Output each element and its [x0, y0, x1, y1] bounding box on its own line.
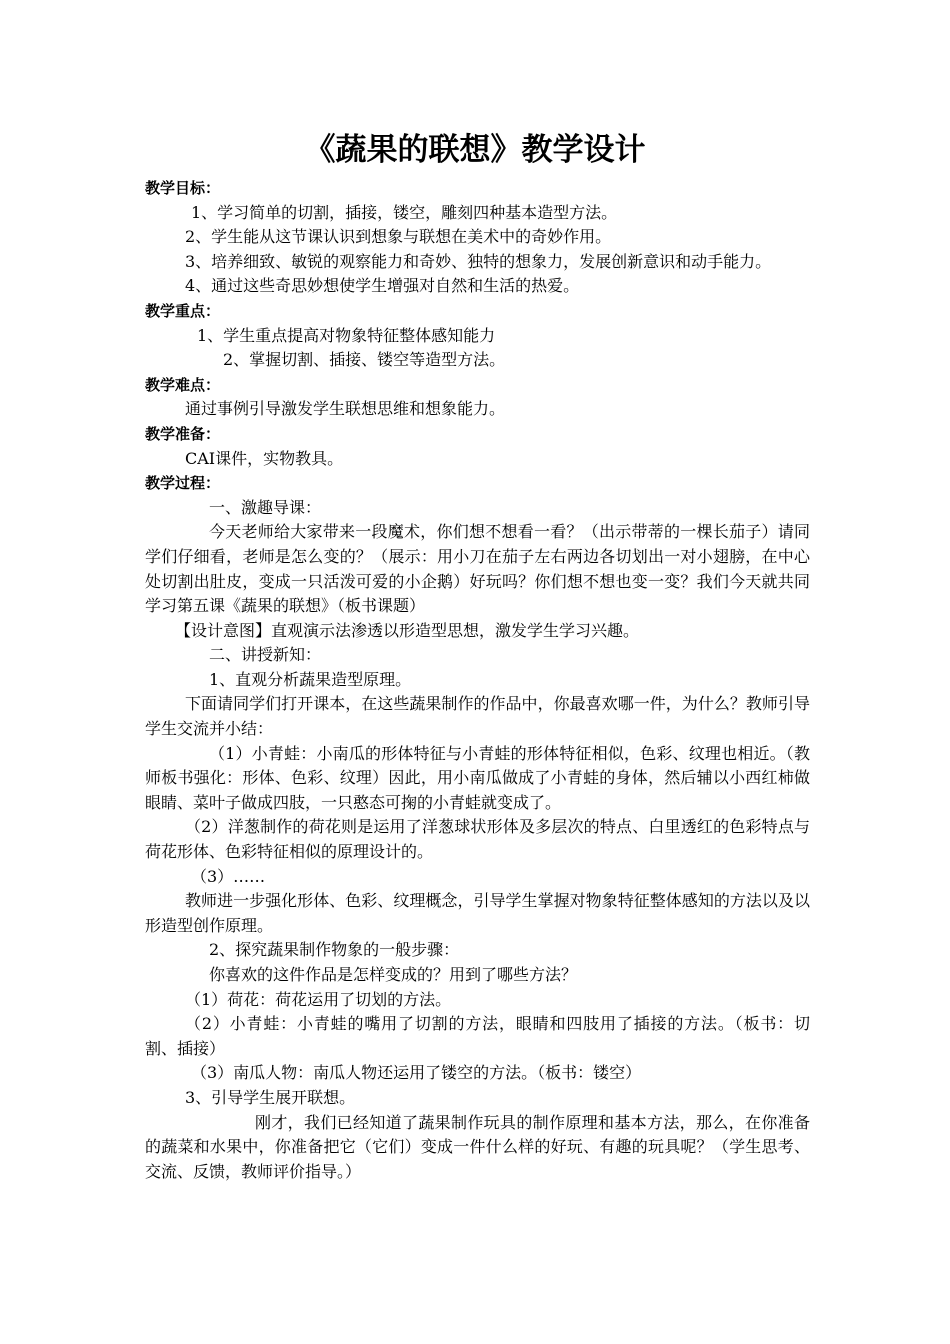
design-intent: 【设计意图】直观演示法渗透以形造型思想，激发学生学习兴趣。 — [175, 620, 640, 640]
step-paragraph: 刚才，我们已经知道了蔬果制作玩具的制作原理和基本方法，那么，在你准备的蔬菜和水果中，你准备把它（它们）变成一件什么样的好玩、有趣的玩具呢？（学生思考、交流、反馈，教师评价指导。） — [145, 1112, 810, 1181]
section-paragraph: 今天老师给大家带来一段魔术，你们想不想看一看？（出示带蒂的一棵长茄子）请同学们仔细看，老师是怎么变的？（展示：用小刀在茄子左右两边各切划出一对小翅膀，在中心处切割出肚皮，变成一只活泼可爱的小企鹅）好玩吗？你们想不想也变一变？我们今天就共同学习第五课《蔬果的联想》（板书课题） — [145, 522, 810, 616]
document-body — [145, 176, 810, 1184]
key-points-heading: 教学重点： — [145, 301, 221, 320]
step-item: （3）…… — [191, 866, 266, 886]
objectives-heading: 教学目标： — [145, 179, 221, 197]
objective-item: 1、学习简单的切割，插接，镂空，雕刻四种基本造型方法。 — [191, 202, 618, 222]
difficulties-heading: 教学难点： — [145, 375, 221, 394]
step-title: 2、探究蔬果制作物象的一般步骤： — [209, 940, 460, 960]
document-title: 《蔬果的联想》教学设计 — [304, 132, 646, 168]
objective-item: 2、学生能从这节课认识到想象与联想在美术中的奇妙作用。 — [185, 227, 612, 247]
process-heading: 教学过程： — [145, 474, 221, 493]
objective-item: 4、通过这些奇思妙想使学生增强对自然和生活的热爱。 — [185, 276, 580, 296]
step-question: 你喜欢的这件作品是怎样变成的？用到了哪些方法？ — [209, 965, 578, 984]
step-paragraph: 下面请同学们打开课本，在这些蔬果制作的作品中，你最喜欢哪一件，为什么？教师引导学生交流并小结： — [145, 694, 810, 739]
preparation-heading: 教学准备： — [145, 424, 221, 443]
step-item: （2）洋葱制作的荷花则是运用了洋葱球状形体及多层次的特点、白里透红的色彩特点与荷花形体、色彩特征相似的原理设计的。 — [145, 817, 810, 862]
preparation-text: CAI课件，实物教具。 — [185, 448, 344, 468]
step-item: （2）小青蛙：小青蛙的嘴用了切割的方法，眼睛和四肢用了插接的方法。（板书：切割、插接） — [145, 1014, 810, 1058]
step-title: 3、引导学生展开联想。 — [185, 1087, 356, 1107]
key-point-item: 2、掌握切割、插接、镂空等造型方法。 — [223, 350, 506, 370]
key-point-item: 1、学生重点提高对物象特征整体感知能力 — [197, 325, 496, 345]
step-item: （1）小青蛙：小南瓜的形体特征与小青蛙的形体特征相似，色彩、纹理也相近。（教师板书强化：形体、色彩、纹理）因此，用小南瓜做成了小青蛙的身体，然后辅以小西红柿做眼睛、菜叶子做成四肢，一只憨态可掬的小青蛙就变成了。 — [145, 743, 810, 812]
step-paragraph: 教师进一步强化形体、色彩、纹理概念，引导学生掌握对物象特征整体感知的方法以及以形造型创作原理。 — [145, 891, 810, 935]
step-title: 1、直观分析蔬果造型原理。 — [209, 669, 412, 689]
step-item: （1）荷花：荷花运用了切划的方法。 — [185, 989, 452, 1009]
step-item: （3）南瓜人物：南瓜人物还运用了镂空的方法。（板书：镂空） — [191, 1063, 642, 1083]
difficulties-text: 通过事例引导激发学生联想思维和想象能力。 — [185, 399, 506, 419]
section-title: 二、讲授新知： — [209, 645, 322, 665]
section-title: 一、激趣导课： — [209, 497, 322, 517]
objective-item: 3、培养细致、敏锐的观察能力和奇妙、独特的想象力，发展创新意识和动手能力。 — [185, 251, 772, 271]
